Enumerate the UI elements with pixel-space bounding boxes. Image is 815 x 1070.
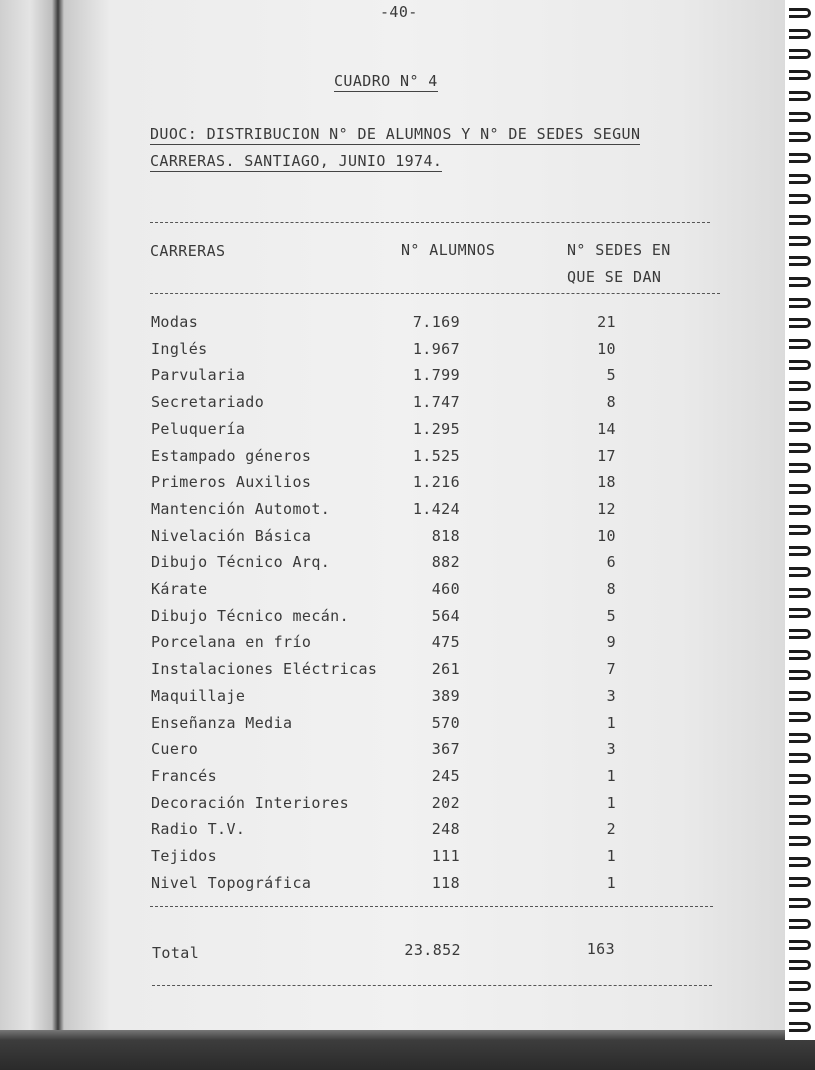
row-sedes: 17 bbox=[597, 447, 616, 465]
binding-coil bbox=[789, 753, 811, 763]
binding-coil bbox=[789, 91, 811, 101]
row-alumnos: 564 bbox=[431, 607, 460, 625]
row-sedes: 5 bbox=[606, 366, 616, 384]
page-number: -40- bbox=[380, 3, 418, 21]
binding-coil bbox=[789, 608, 811, 618]
binding-coil bbox=[789, 981, 811, 991]
binding-coil bbox=[789, 836, 811, 846]
binding-coil bbox=[789, 567, 811, 577]
table-heading-text: CUADRO N° 4 bbox=[334, 72, 438, 90]
binding-coil bbox=[789, 484, 811, 494]
row-alumnos: 1.295 bbox=[412, 420, 460, 438]
binding-coil bbox=[789, 29, 811, 39]
row-alumnos: 1.747 bbox=[412, 393, 460, 411]
spiral-binding bbox=[785, 0, 815, 1040]
binding-coil bbox=[789, 940, 811, 950]
row-carrera: Nivelación Básica bbox=[151, 527, 312, 545]
row-alumnos: 818 bbox=[431, 527, 460, 545]
row-carrera: Modas bbox=[151, 313, 199, 331]
binding-coil bbox=[789, 318, 811, 328]
row-alumnos: 202 bbox=[431, 794, 460, 812]
row-sedes: 1 bbox=[606, 874, 616, 892]
binding-coil bbox=[789, 8, 811, 18]
row-alumnos: 570 bbox=[431, 714, 460, 732]
binding-coil bbox=[789, 505, 811, 515]
total-bottom-rule bbox=[152, 985, 712, 986]
row-sedes: 1 bbox=[606, 794, 616, 812]
row-carrera: Radio T.V. bbox=[151, 820, 246, 838]
row-alumnos: 389 bbox=[431, 687, 460, 705]
table-top-rule bbox=[150, 222, 710, 223]
binding-coil bbox=[789, 153, 811, 163]
binding-coil bbox=[789, 360, 811, 370]
table-title-line-2-text: CARRERAS. SANTIAGO, JUNIO 1974. bbox=[150, 152, 443, 170]
binding-coil bbox=[789, 1002, 811, 1012]
row-carrera: Dibujo Técnico mecán. bbox=[151, 607, 350, 625]
row-carrera: Inglés bbox=[151, 340, 208, 358]
row-carrera: Estampado géneros bbox=[151, 447, 312, 465]
row-alumnos: 7.169 bbox=[412, 313, 460, 331]
binding-coil bbox=[789, 49, 811, 59]
binding-coil bbox=[789, 857, 811, 867]
row-sedes: 9 bbox=[606, 633, 616, 651]
row-alumnos: 118 bbox=[431, 874, 460, 892]
table-title-line-2 bbox=[150, 152, 442, 170]
binding-coil bbox=[789, 525, 811, 535]
row-alumnos: 1.967 bbox=[412, 340, 460, 358]
row-alumnos: 1.216 bbox=[412, 473, 460, 491]
binding-coil bbox=[789, 650, 811, 660]
row-carrera: Mantención Automot. bbox=[151, 500, 331, 518]
row-carrera: Enseñanza Media bbox=[151, 714, 293, 732]
binding-coil bbox=[789, 339, 811, 349]
row-alumnos: 460 bbox=[431, 580, 460, 598]
binding-coil bbox=[789, 215, 811, 225]
row-alumnos: 261 bbox=[431, 660, 460, 678]
scan-bottom-edge bbox=[0, 1030, 815, 1070]
row-sedes: 1 bbox=[606, 767, 616, 785]
row-carrera: Instalaciones Eléctricas bbox=[151, 660, 378, 678]
binding-coil bbox=[789, 256, 811, 266]
total-label: Total bbox=[152, 944, 200, 962]
row-sedes: 1 bbox=[606, 714, 616, 732]
row-carrera: Porcelana en frío bbox=[151, 633, 312, 651]
column-header-sedes-line-1: N° SEDES EN bbox=[567, 241, 671, 259]
binding-coil bbox=[789, 1022, 811, 1032]
binding-coil bbox=[789, 691, 811, 701]
total-alumnos: 23.852 bbox=[404, 941, 461, 959]
row-alumnos: 1.799 bbox=[412, 366, 460, 384]
row-sedes: 1 bbox=[606, 847, 616, 865]
row-alumnos: 248 bbox=[431, 820, 460, 838]
row-alumnos: 1.424 bbox=[412, 500, 460, 518]
binding-coil bbox=[789, 960, 811, 970]
row-sedes: 14 bbox=[597, 420, 616, 438]
row-carrera: Secretariado bbox=[151, 393, 265, 411]
row-sedes: 12 bbox=[597, 500, 616, 518]
table-header-rule bbox=[150, 293, 720, 294]
binding-coil bbox=[789, 774, 811, 784]
row-sedes: 6 bbox=[606, 553, 616, 571]
row-sedes: 18 bbox=[597, 473, 616, 491]
total-sedes: 163 bbox=[586, 940, 615, 958]
binding-coil bbox=[789, 194, 811, 204]
row-carrera: Decoración Interiores bbox=[151, 794, 350, 812]
binding-coil bbox=[789, 381, 811, 391]
row-carrera: Cuero bbox=[151, 740, 199, 758]
binding-coil bbox=[789, 236, 811, 246]
row-carrera: Parvularia bbox=[151, 366, 246, 384]
binding-coil bbox=[789, 70, 811, 80]
binding-coil bbox=[789, 174, 811, 184]
binding-coil bbox=[789, 132, 811, 142]
binding-coil bbox=[789, 422, 811, 432]
row-sedes: 8 bbox=[606, 393, 616, 411]
binding-coil bbox=[789, 401, 811, 411]
row-sedes: 3 bbox=[606, 687, 616, 705]
binding-coil bbox=[789, 670, 811, 680]
row-alumnos: 111 bbox=[431, 847, 460, 865]
binding-coil bbox=[789, 277, 811, 287]
binding-coil bbox=[789, 112, 811, 122]
row-sedes: 10 bbox=[597, 340, 616, 358]
row-carrera: Dibujo Técnico Arq. bbox=[151, 553, 331, 571]
table-heading bbox=[334, 72, 438, 90]
row-sedes: 8 bbox=[606, 580, 616, 598]
column-header-alumnos: N° ALUMNOS bbox=[401, 241, 496, 259]
row-carrera: Francés bbox=[151, 767, 218, 785]
binding-coil bbox=[789, 733, 811, 743]
table-title-line-1-text: DUOC: DISTRIBUCION N° DE ALUMNOS Y N° DE SEDES SEGUN bbox=[150, 125, 641, 143]
binding-coil bbox=[789, 877, 811, 887]
row-carrera: Kárate bbox=[151, 580, 208, 598]
table-bottom-rule bbox=[150, 906, 713, 907]
binding-coil bbox=[789, 919, 811, 929]
binding-coil bbox=[789, 588, 811, 598]
binding-coil bbox=[789, 815, 811, 825]
row-alumnos: 1.525 bbox=[412, 447, 460, 465]
row-sedes: 3 bbox=[606, 740, 616, 758]
binding-coil bbox=[789, 443, 811, 453]
row-alumnos: 245 bbox=[431, 767, 460, 785]
row-sedes: 5 bbox=[606, 607, 616, 625]
row-carrera: Peluquería bbox=[151, 420, 246, 438]
row-carrera: Primeros Auxilios bbox=[151, 473, 312, 491]
row-carrera: Tejidos bbox=[151, 847, 218, 865]
row-alumnos: 475 bbox=[431, 633, 460, 651]
binding-coil bbox=[789, 712, 811, 722]
column-header-carreras: CARRERAS bbox=[150, 242, 226, 260]
binding-coil bbox=[789, 795, 811, 805]
column-header-sedes-line-2: QUE SE DAN bbox=[567, 268, 662, 286]
row-sedes: 21 bbox=[597, 313, 616, 331]
row-sedes: 7 bbox=[606, 660, 616, 678]
binding-coil bbox=[789, 463, 811, 473]
binding-coil bbox=[789, 546, 811, 556]
binding-coil bbox=[789, 298, 811, 308]
row-carrera: Nivel Topográfica bbox=[151, 874, 312, 892]
binding-coil bbox=[789, 629, 811, 639]
row-sedes: 10 bbox=[597, 527, 616, 545]
row-sedes: 2 bbox=[606, 820, 616, 838]
row-carrera: Maquillaje bbox=[151, 687, 246, 705]
table-title-line-1 bbox=[150, 125, 640, 143]
binding-coil bbox=[789, 898, 811, 908]
row-alumnos: 367 bbox=[431, 740, 460, 758]
row-alumnos: 882 bbox=[431, 553, 460, 571]
